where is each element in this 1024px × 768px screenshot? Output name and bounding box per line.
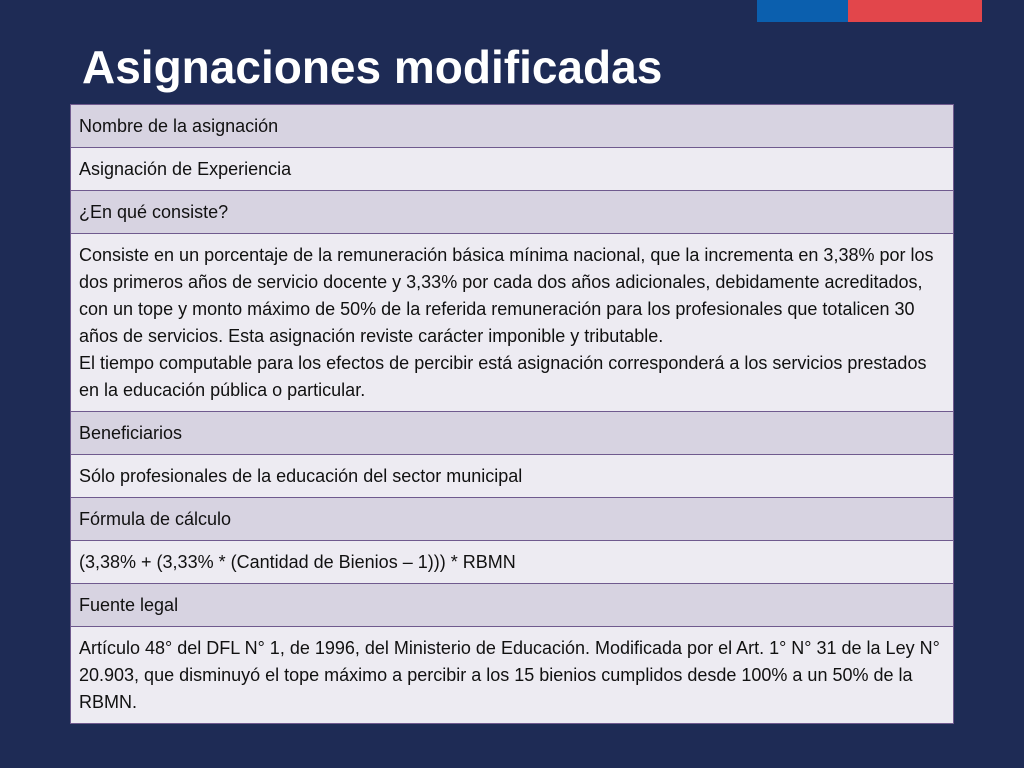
table-cell: Nombre de la asignación [71,105,954,148]
table-row-description-header [71,191,954,234]
table-cell: Artículo 48° del DFL N° 1, de 1996, del Ministerio de Educación. Modificada por el Art. 1° N° 31 de la Ley N° 20.903, que disminuyó el tope máximo a percibir a los 15 bienios cumplidos desde 100% a un 50% de la RBMN. [71,627,954,724]
info-table [70,104,954,724]
table-row-name-value [71,148,954,191]
info-table-container [70,104,954,724]
table-cell: Asignación de Experiencia [71,148,954,191]
table-row-beneficiaries-header [71,412,954,455]
table-cell: Sólo profesionales de la educación del sector municipal [71,455,954,498]
flag-blue-segment [757,0,848,22]
table-cell: Beneficiarios [71,412,954,455]
table-row-formula-header [71,498,954,541]
table-row-beneficiaries-value [71,455,954,498]
description-paragraph: Consiste en un porcentaje de la remuneración básica mínima nacional, que la incrementa en 3,38% por los dos primeros años de servicio docente y 3,33% por cada dos años adicionales, debidamente acreditados, con un tope y monto máximo de 50% de la referida remuneración para los profesionales que totalicen 30 años de servicios. Esta asignación reviste carácter imponible y tributable. [79,245,934,346]
table-row-legal-source-value [71,627,954,724]
flag-stripe [757,0,982,22]
table-cell: Fuente legal [71,584,954,627]
table-cell: Fórmula de cálculo [71,498,954,541]
table-row-formula-value [71,541,954,584]
table-row-legal-source-header [71,584,954,627]
table-cell: (3,38% + (3,33% * (Cantidad de Bienios – 1))) * RBMN [71,541,954,584]
table-row-name-header [71,105,954,148]
description-paragraph: El tiempo computable para los efectos de percibir está asignación corresponderá a los servicios prestados en la educación pública o particular. [79,353,927,400]
table-cell: ¿En qué consiste? [71,191,954,234]
page-title: Asignaciones modificadas [82,41,663,93]
table-cell [71,234,954,412]
flag-red-segment [848,0,982,22]
table-row-description-value [71,234,954,412]
